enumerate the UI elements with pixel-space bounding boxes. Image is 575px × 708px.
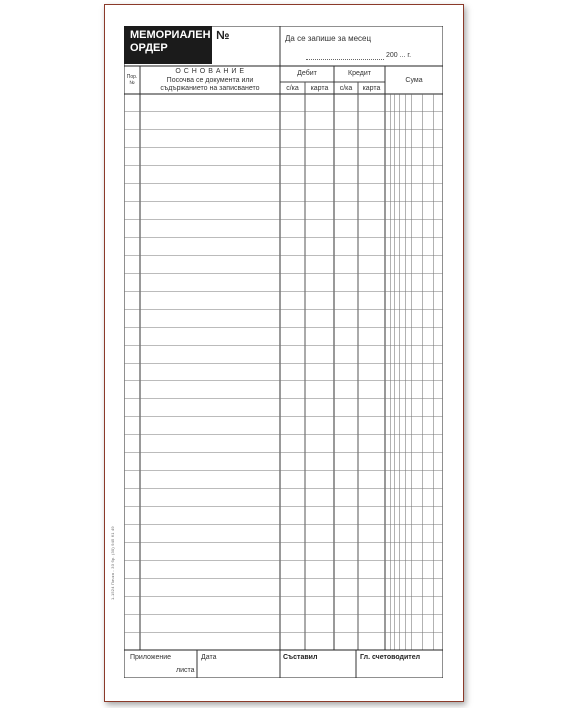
title-line-1: МЕМОРИАЛЕН bbox=[130, 29, 211, 41]
basis-header-sub2: съдържанието на записването bbox=[160, 85, 260, 92]
debit-sub-account-header: с/ка bbox=[286, 85, 299, 92]
debit-header: Дебит bbox=[297, 70, 317, 77]
memorial-order-form bbox=[124, 26, 443, 678]
attachment-label: Приложение bbox=[130, 654, 172, 661]
month-dotted-line bbox=[306, 59, 384, 60]
credit-sub-account-header: с/ка bbox=[339, 85, 353, 92]
basis-header-title: О С Н О В А Н И Е bbox=[175, 68, 245, 75]
compiled-by-label: Съставил bbox=[283, 654, 318, 661]
sheets-label: листа bbox=[176, 667, 195, 674]
sum-header: Сума bbox=[405, 77, 423, 84]
basis-header-sub1: Посочва се документа или bbox=[166, 77, 254, 84]
title-line-2: ОРДЕР bbox=[130, 42, 168, 54]
date-label: Дата bbox=[201, 654, 217, 661]
side-print-code: 1-1524 Пачка - 33 бр. (30) 945 61 49 bbox=[110, 526, 115, 600]
number-label: № bbox=[216, 28, 230, 42]
month-label: Да се запише за месец bbox=[285, 34, 372, 43]
year-label: 200 ... г. bbox=[386, 52, 412, 59]
row-number-header: Пор. № bbox=[126, 74, 138, 86]
form-grid bbox=[124, 26, 443, 678]
debit-card-header: карта bbox=[310, 85, 329, 92]
credit-card-header: карта bbox=[362, 85, 381, 92]
form-title bbox=[124, 26, 212, 64]
chief-accountant-label: Гл. счетоводител bbox=[360, 654, 421, 661]
credit-header: Кредит bbox=[348, 70, 371, 77]
